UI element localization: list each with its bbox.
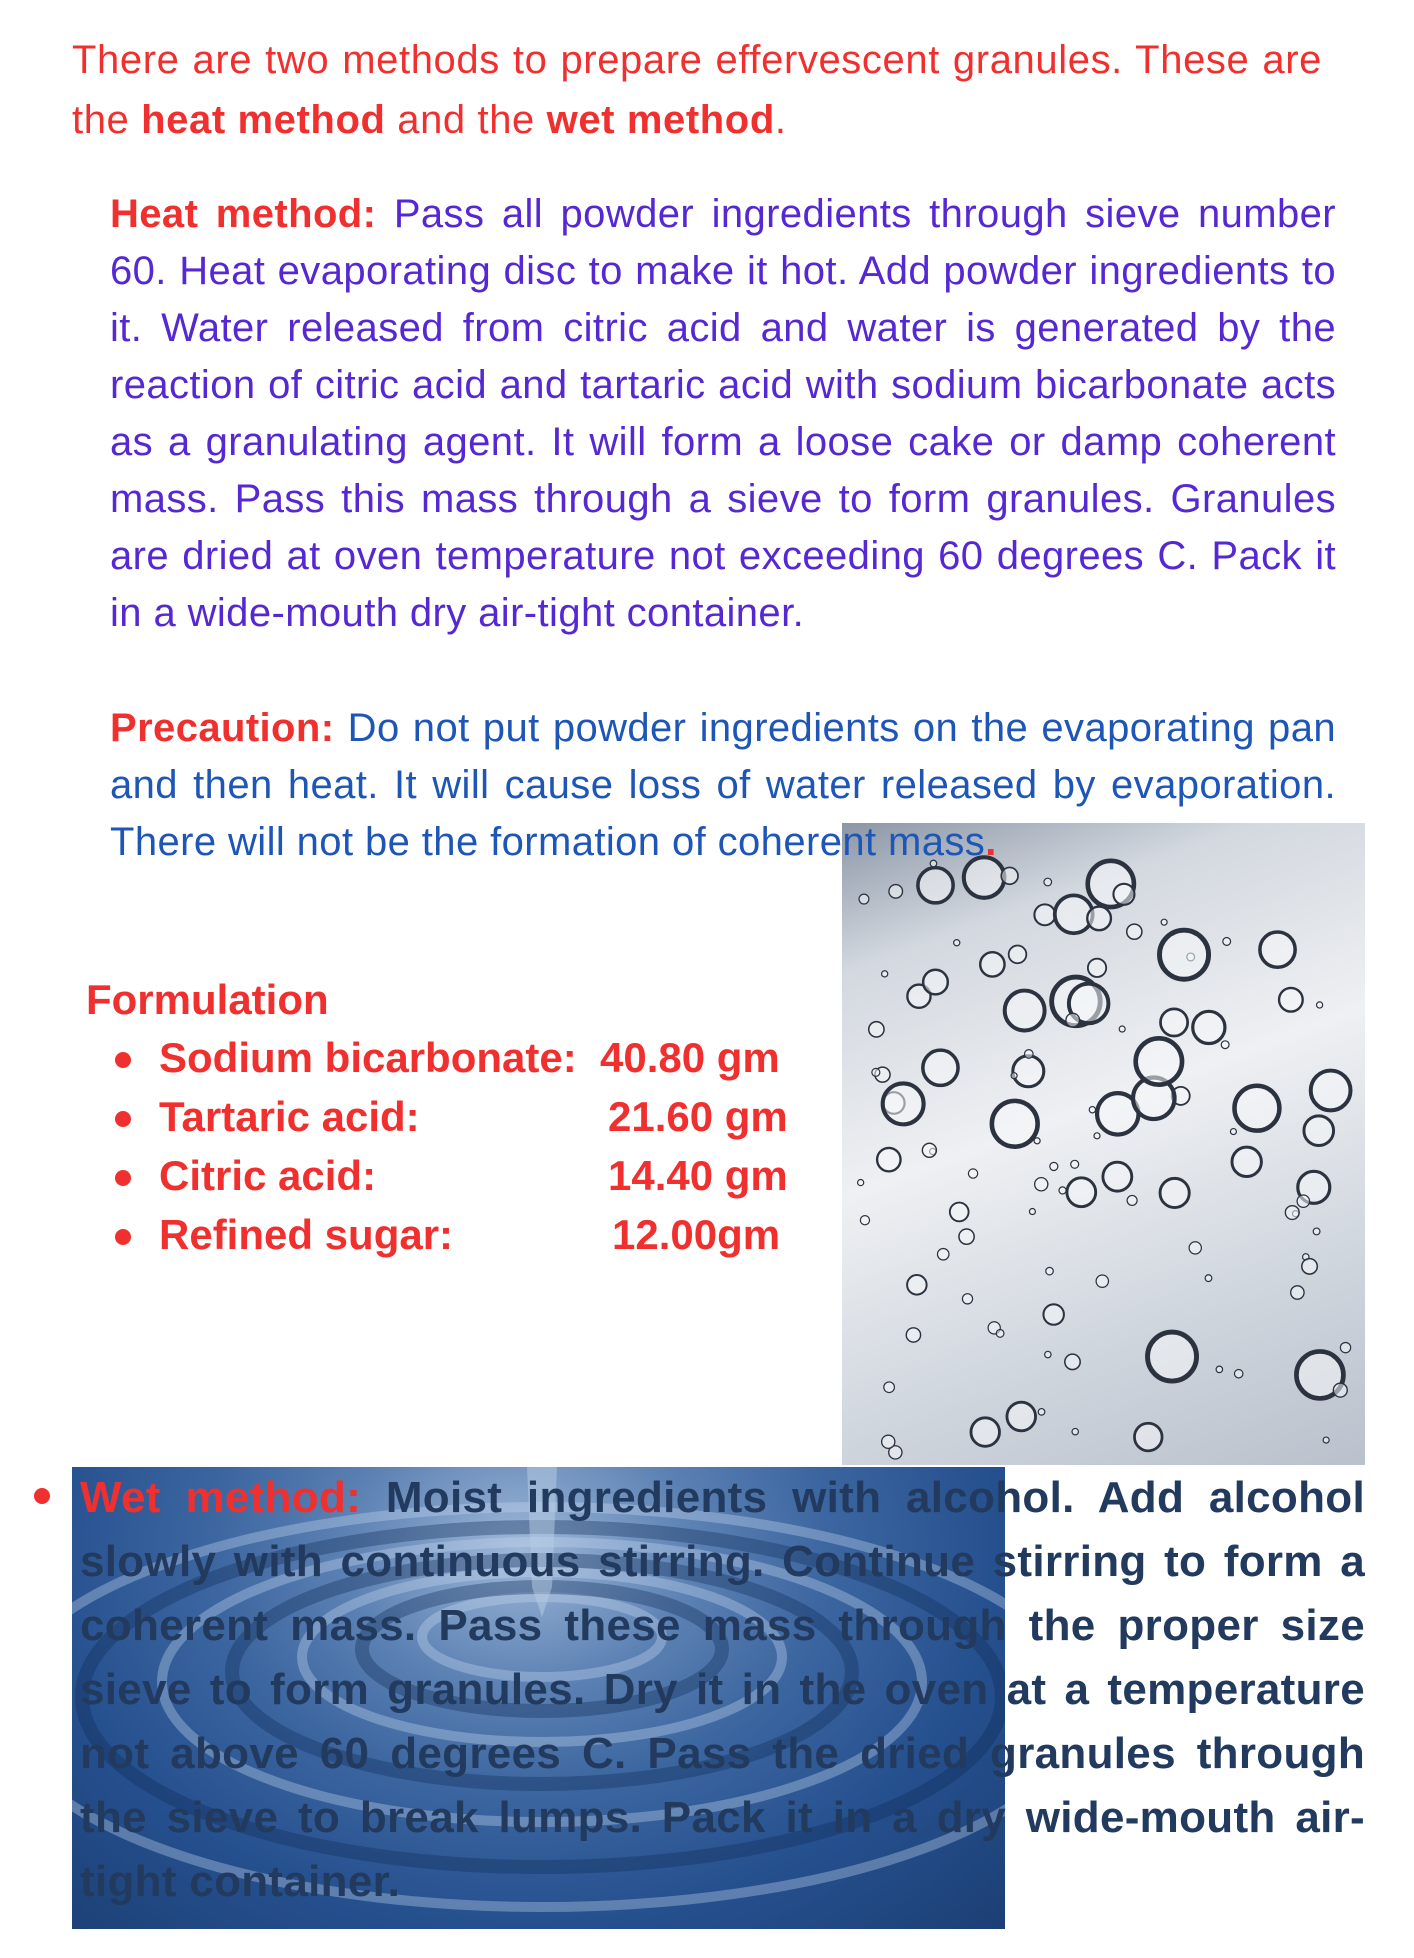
ingredient-amount: 40.80 gm: [600, 1034, 780, 1081]
ingredient-name: Tartaric acid:: [159, 1093, 420, 1140]
water-droplets-image: [842, 823, 1365, 1465]
heat-method-text: Pass all powder ingredients through sieve number 60. Heat evaporating disc to make it hot. Add powder ingredients to it. Water released from citric acid and water is generated by the reaction of citric acid and tartaric acid with sodium bicarbonate acts as a granulating agent. It will form a loose cake or damp coherent mass. Pass this mass through a sieve to form granules. Granules are dried at oven temperature not exceeding 60 degrees C. Pack it in a wide-mouth dry air-tight container.: [110, 192, 1336, 635]
precaution-paragraph: [110, 700, 1336, 871]
ingredient-amount: 14.40 gm: [608, 1152, 788, 1199]
formulation-list: [115, 1034, 815, 1270]
heat-method-term: heat method: [141, 98, 386, 142]
heat-method-paragraph: [110, 186, 1336, 642]
wet-method-paragraph: [80, 1466, 1365, 1914]
wet-method-text: Moist ingredients with alcohol. Add alcohol slowly with continuous stirring. Continue stirring to form a coherent mass. Pass these mass through the proper size sieve to form granules. Dry it in the oven at a temperature not above 60 degrees C. Pass the dried granules through the sieve to break lumps. Pack it in a dry wide-mouth air-tight container.: [80, 1473, 1365, 1906]
precaution-label: Precaution:: [110, 706, 335, 750]
ingredient-name: Refined sugar:: [159, 1211, 454, 1258]
intro-paragraph: [72, 30, 1322, 150]
formulation-item: [115, 1093, 815, 1152]
formulation-item: [115, 1211, 815, 1270]
precaution-text: Do not put powder ingredients on the evaporating pan and then heat. It will cause loss of water released by evaporation. There will not be the formation of coherent mass: [110, 706, 1336, 864]
intro-text: There are two methods to prepare effervescent granules. These are the: [72, 38, 1322, 142]
bullet-icon: [115, 1111, 131, 1127]
bullet-icon: [115, 1052, 131, 1068]
ingredient-name: Citric acid:: [159, 1152, 377, 1199]
ingredient-amount: 21.60 gm: [608, 1093, 788, 1140]
intro-and: and the: [385, 98, 547, 142]
formulation-item: [115, 1152, 815, 1211]
formulation-title: Formulation: [86, 976, 329, 1023]
formulation-item: [115, 1034, 815, 1093]
ingredient-amount: 12.00gm: [612, 1211, 781, 1258]
bullet-icon: [115, 1229, 131, 1245]
bullet-icon: [115, 1170, 131, 1186]
wet-method-term: wet method: [546, 98, 775, 142]
heat-method-label: Heat method:: [110, 192, 377, 236]
ingredient-name: Sodium bicarbonate:: [159, 1034, 577, 1081]
bullet-icon: [34, 1488, 50, 1504]
intro-period: .: [774, 98, 787, 142]
precaution-end: .: [985, 820, 997, 864]
wet-method-label: Wet method:: [80, 1473, 362, 1522]
